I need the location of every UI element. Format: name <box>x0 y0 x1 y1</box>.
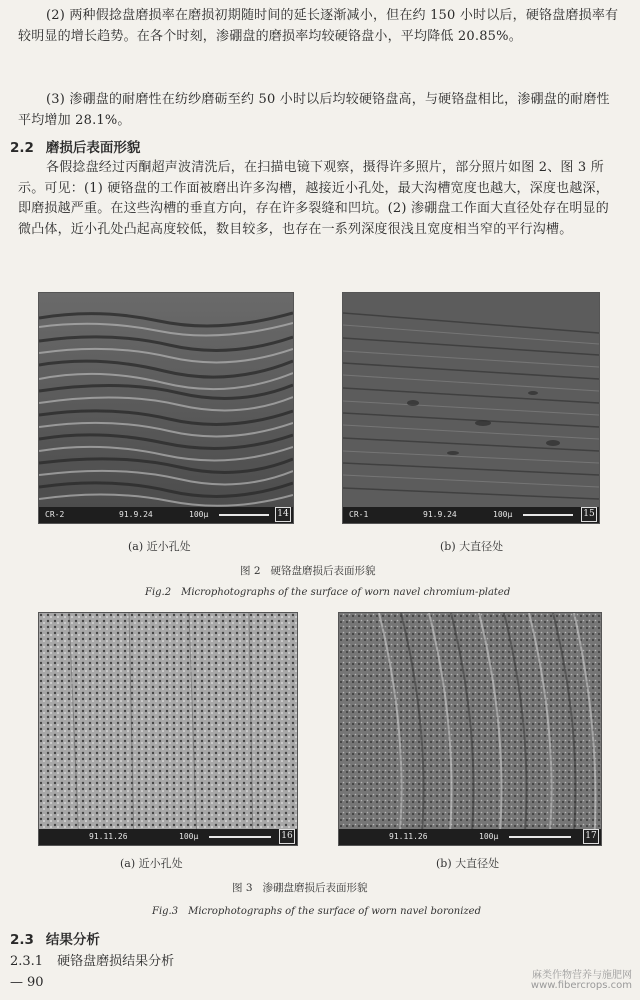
scale-bar <box>523 514 573 516</box>
figure-label: 图 3 <box>232 882 253 894</box>
photo-sample-label: CR-2 <box>45 510 65 519</box>
watermark-url: www.fibercrops.com <box>530 980 632 991</box>
photo-number: 17 <box>583 829 599 844</box>
section-title: 硬铬盘磨损结果分析 <box>57 954 175 969</box>
sem-texture <box>339 613 601 845</box>
section-number: 2.3 <box>10 932 34 948</box>
figure-caption-text: Microphotographs of the surface of worn navel chromium-plated <box>181 587 511 598</box>
photo-scale-label: 100μ <box>479 832 499 841</box>
figure-3-caption-cn <box>232 880 368 895</box>
photo-number: 15 <box>581 507 597 522</box>
photo-sample-label: CR-1 <box>349 510 369 519</box>
paragraph-wear-rate: (2) 两种假捻盘磨损率在磨损初期随时间的延长逐渐减小，但在约 150 小时以后，硬铬盘磨损率有较明显的增长趋势。在各个时刻，渗硼盘的磨损率均较硬铬盘小，平均降低 20.85%。 <box>18 8 619 44</box>
sem-photo-chromium-large-diameter <box>342 292 600 524</box>
figure-label: Fig.2 <box>145 587 172 598</box>
sem-texture <box>39 293 293 523</box>
sem-photo-chromium-near-hole <box>38 292 294 524</box>
photo-info-bar <box>39 507 293 523</box>
photo-scale-label: 100μ <box>493 510 513 519</box>
scale-bar <box>219 514 269 516</box>
page-number-dash: — <box>10 975 23 990</box>
photo-date: 91.11.26 <box>389 832 428 841</box>
page-number <box>10 975 44 990</box>
page-number-value: 90 <box>27 975 44 990</box>
photo-date: 91.9.24 <box>119 510 153 519</box>
paragraph-surface-observation: 各假捻盘经过丙酮超声波清洗后，在扫描电镜下观察，摄得许多照片，部分照片如图 2、图 3 所示。可见：(1) 硬铬盘的工作面被磨出许多沟槽，越接近小孔处，最大沟槽宽度也越大，深度也越深，即磨损越严重。在这些沟槽的垂直方向，存在许多裂缝和凹坑。(2) 渗硼盘工作面大直径处存在明显的微凸体，近小孔处凸起高度较低，数目较多，也存在一系列深度很浅且宽度相当窄的平行沟槽。 <box>18 160 609 237</box>
section-number: 2.3.1 <box>10 954 44 969</box>
figure-label: 图 2 <box>240 565 261 577</box>
subcaption-a: (a) 近小孔处 <box>120 857 183 870</box>
subcaption-b: (b) 大直径处 <box>436 857 500 870</box>
photo-info-bar <box>343 507 599 523</box>
figure-3-caption-en <box>152 906 481 917</box>
photo-number: 16 <box>279 829 295 844</box>
photo-info-bar <box>339 829 601 845</box>
photo-date: 91.11.26 <box>89 832 128 841</box>
sem-photo-boronized-near-hole <box>38 612 298 846</box>
photo-number: 14 <box>275 507 291 522</box>
scale-bar <box>209 836 271 838</box>
figure-label: Fig.3 <box>152 906 179 917</box>
sem-photo-boronized-large-diameter <box>338 612 602 846</box>
section-heading-2-2 <box>10 136 140 156</box>
figure-2-caption-en <box>145 587 510 598</box>
photo-scale-label: 100μ <box>179 832 199 841</box>
section-title: 磨损后表面形貌 <box>45 140 141 156</box>
photo-info-bar <box>39 829 297 845</box>
figure-caption-text: 渗硼盘磨损后表面形貌 <box>262 882 368 894</box>
sem-texture <box>343 293 599 523</box>
section-heading-2-3-1 <box>10 950 174 969</box>
figure-caption-text: 硬铬盘磨损后表面形貌 <box>270 565 376 577</box>
watermark-site-name: 麻类作物营养与施肥网 <box>532 970 632 981</box>
figure-2-caption-cn <box>240 563 376 578</box>
scale-bar <box>509 836 571 838</box>
section-number: 2.2 <box>10 140 34 156</box>
section-heading-2-3 <box>10 928 100 948</box>
subcaption-a: (a) 近小孔处 <box>128 540 191 553</box>
figure-caption-text: Microphotographs of the surface of worn navel boronized <box>188 906 481 917</box>
sem-texture <box>39 613 297 845</box>
paragraph-wear-resistance: (3) 渗硼盘的耐磨性在纺纱磨砺至约 50 小时以后均较硬铬盘高，与硬铬盘相比，渗硼盘的耐磨性平均增加 28.1%。 <box>18 92 610 128</box>
section-title: 结果分析 <box>45 932 100 948</box>
photo-scale-label: 100μ <box>189 510 209 519</box>
subcaption-b: (b) 大直径处 <box>440 540 504 553</box>
photo-date: 91.9.24 <box>423 510 457 519</box>
